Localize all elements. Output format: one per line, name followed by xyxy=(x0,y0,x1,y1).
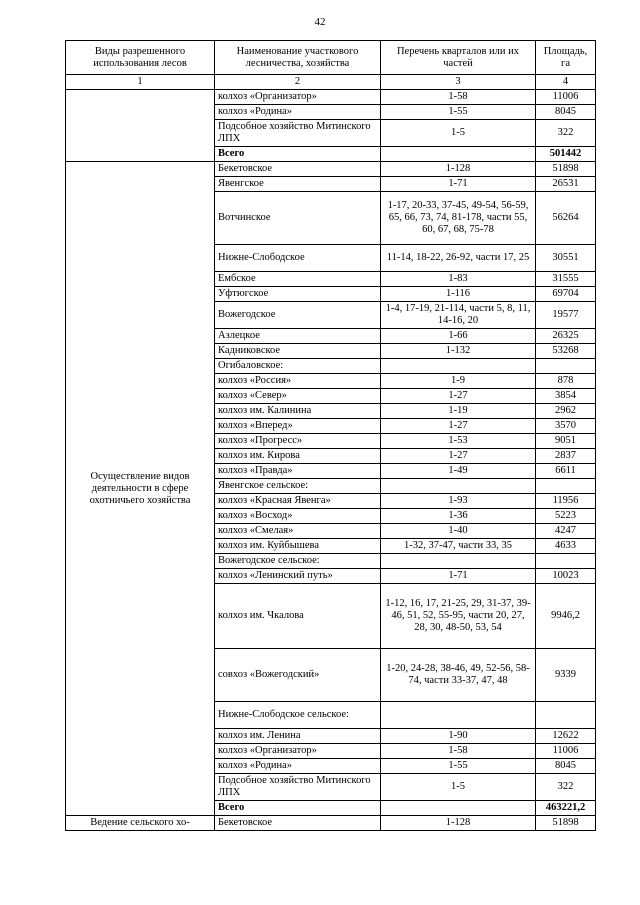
quarters-cell: 1-9 xyxy=(381,374,536,389)
name-cell: колхоз «Прогресс» xyxy=(215,434,381,449)
name-cell: Кадниковское xyxy=(215,344,381,359)
quarters-cell: 1-71 xyxy=(381,177,536,192)
group-heading: Явенгское сельское: xyxy=(215,479,381,494)
header-number: 1 xyxy=(66,75,215,90)
quarters-cell: 1-49 xyxy=(381,464,536,479)
area-cell: 56264 xyxy=(536,192,596,245)
quarters-cell: 1-71 xyxy=(381,569,536,584)
name-cell: Уфтюгское xyxy=(215,287,381,302)
header-name: Наименование участкового лесничества, хозяйства xyxy=(215,41,381,75)
area-cell: 4633 xyxy=(536,539,596,554)
area-cell: 6611 xyxy=(536,464,596,479)
header-row xyxy=(66,41,596,75)
quarters-cell: 1-55 xyxy=(381,105,536,120)
name-cell: Вожегодское xyxy=(215,302,381,329)
name-cell: колхоз «Смелая» xyxy=(215,524,381,539)
name-cell: Нижне-Слободское xyxy=(215,245,381,272)
header-usage: Виды разрешенного использования лесов xyxy=(66,41,215,75)
quarters-cell xyxy=(381,702,536,729)
name-cell: колхоз «Россия» xyxy=(215,374,381,389)
area-cell: 19577 xyxy=(536,302,596,329)
quarters-cell: 1-116 xyxy=(381,287,536,302)
area-cell: 3570 xyxy=(536,419,596,434)
quarters-cell: 1-132 xyxy=(381,344,536,359)
name-cell: Бекетовское xyxy=(215,162,381,177)
group-heading: Огибаловское: xyxy=(215,359,381,374)
quarters-cell: 1-36 xyxy=(381,509,536,524)
area-cell: 322 xyxy=(536,120,596,147)
area-cell: 11006 xyxy=(536,90,596,105)
name-cell: колхоз «Организатор» xyxy=(215,744,381,759)
quarters-cell: 1-93 xyxy=(381,494,536,509)
area-cell: 51898 xyxy=(536,816,596,831)
quarters-cell: 1-128 xyxy=(381,816,536,831)
quarters-cell: 1-55 xyxy=(381,759,536,774)
quarters-cell: 1-90 xyxy=(381,729,536,744)
area-cell: 5223 xyxy=(536,509,596,524)
name-cell: колхоз «Родина» xyxy=(215,105,381,120)
quarters-cell xyxy=(381,801,536,816)
quarters-cell xyxy=(381,479,536,494)
table-row xyxy=(66,162,596,177)
header-area: Площадь, га xyxy=(536,41,596,75)
quarters-cell: 1-53 xyxy=(381,434,536,449)
name-cell: колхоз «Ленинский путь» xyxy=(215,569,381,584)
quarters-cell: 1-27 xyxy=(381,419,536,434)
area-cell: 26531 xyxy=(536,177,596,192)
group-heading: Нижне-Слободское сельское: xyxy=(215,702,381,729)
table-row xyxy=(66,90,596,105)
quarters-cell: 1-32, 37-47, части 33, 35 xyxy=(381,539,536,554)
name-cell: колхоз им. Чкалова xyxy=(215,584,381,649)
name-cell: колхоз им. Калинина xyxy=(215,404,381,419)
quarters-cell: 11-14, 18-22, 26-92, части 17, 25 xyxy=(381,245,536,272)
quarters-cell: 1-66 xyxy=(381,329,536,344)
group-heading: Вожегодское сельское: xyxy=(215,554,381,569)
area-cell: 9051 xyxy=(536,434,596,449)
name-cell: Азлецкое xyxy=(215,329,381,344)
header-number: 4 xyxy=(536,75,596,90)
area-cell: 30551 xyxy=(536,245,596,272)
name-cell: колхоз «Север» xyxy=(215,389,381,404)
name-cell: Подсобное хозяйство Митинского ЛПХ xyxy=(215,774,381,801)
area-cell: 51898 xyxy=(536,162,596,177)
area-cell xyxy=(536,554,596,569)
total-area: 463221,2 xyxy=(536,801,596,816)
header-number: 3 xyxy=(381,75,536,90)
quarters-cell: 1-27 xyxy=(381,449,536,464)
area-cell: 69704 xyxy=(536,287,596,302)
area-cell: 11006 xyxy=(536,744,596,759)
name-cell: колхоз «Родина» xyxy=(215,759,381,774)
name-cell: Явенгское xyxy=(215,177,381,192)
quarters-cell: 1-83 xyxy=(381,272,536,287)
area-cell: 31555 xyxy=(536,272,596,287)
name-cell: Бекетовское xyxy=(215,816,381,831)
forest-use-table xyxy=(65,40,596,831)
header-number: 2 xyxy=(215,75,381,90)
header-number-row xyxy=(66,75,596,90)
table-row xyxy=(66,816,596,831)
area-cell: 2837 xyxy=(536,449,596,464)
quarters-cell: 1-5 xyxy=(381,120,536,147)
area-cell: 11956 xyxy=(536,494,596,509)
area-cell: 9339 xyxy=(536,649,596,702)
name-cell: Ембское xyxy=(215,272,381,287)
area-cell: 9946,2 xyxy=(536,584,596,649)
area-cell: 8045 xyxy=(536,759,596,774)
area-cell xyxy=(536,359,596,374)
area-cell: 8045 xyxy=(536,105,596,120)
quarters-cell: 1-5 xyxy=(381,774,536,801)
area-cell: 322 xyxy=(536,774,596,801)
name-cell: Подсобное хозяйство Митинского ЛПХ xyxy=(215,120,381,147)
usage-cell: Ведение сельского хо- xyxy=(66,816,215,831)
area-cell xyxy=(536,702,596,729)
usage-cell xyxy=(66,90,215,162)
name-cell: колхоз «Правда» xyxy=(215,464,381,479)
name-cell: колхоз им. Ленина xyxy=(215,729,381,744)
page-number: 42 xyxy=(314,16,326,28)
quarters-cell: 1-17, 20-33, 37-45, 49-54, 56-59, 65, 66, 73, 74, 81-178, части 55, 60, 67, 68, 75-78 xyxy=(381,192,536,245)
area-cell: 3854 xyxy=(536,389,596,404)
quarters-cell: 1-128 xyxy=(381,162,536,177)
quarters-cell: 1-4, 17-19, 21-114, части 5, 8, 11, 14-16, 20 xyxy=(381,302,536,329)
total-label: Всего xyxy=(215,801,381,816)
header-quarters: Перечень кварталов или их частей xyxy=(381,41,536,75)
area-cell: 878 xyxy=(536,374,596,389)
area-cell xyxy=(536,479,596,494)
name-cell: колхоз им. Кирова xyxy=(215,449,381,464)
name-cell: Вотчинское xyxy=(215,192,381,245)
area-cell: 10023 xyxy=(536,569,596,584)
quarters-cell: 1-12, 16, 17, 21-25, 29, 31-37, 39-46, 51, 52, 55-95, части 20, 27, 28, 30, 48-50, 53, 54 xyxy=(381,584,536,649)
name-cell: колхоз «Красная Явенга» xyxy=(215,494,381,509)
quarters-cell: 1-27 xyxy=(381,389,536,404)
usage-cell: Осуществление видов деятельности в сфере охотничьего хозяйства xyxy=(66,162,215,816)
area-cell: 4247 xyxy=(536,524,596,539)
area-cell: 26325 xyxy=(536,329,596,344)
name-cell: колхоз им. Куйбышева xyxy=(215,539,381,554)
quarters-cell: 1-58 xyxy=(381,744,536,759)
quarters-cell: 1-40 xyxy=(381,524,536,539)
area-cell: 2962 xyxy=(536,404,596,419)
name-cell: совхоз «Вожегодский» xyxy=(215,649,381,702)
name-cell: колхоз «Вперед» xyxy=(215,419,381,434)
area-cell: 53268 xyxy=(536,344,596,359)
total-area: 501442 xyxy=(536,147,596,162)
quarters-cell: 1-58 xyxy=(381,90,536,105)
quarters-cell xyxy=(381,554,536,569)
total-label: Всего xyxy=(215,147,381,162)
name-cell: колхоз «Организатор» xyxy=(215,90,381,105)
quarters-cell xyxy=(381,147,536,162)
area-cell: 12622 xyxy=(536,729,596,744)
quarters-cell: 1-19 xyxy=(381,404,536,419)
quarters-cell xyxy=(381,359,536,374)
quarters-cell: 1-20, 24-28, 38-46, 49, 52-56, 58-74, части 33-37, 47, 48 xyxy=(381,649,536,702)
name-cell: колхоз «Восход» xyxy=(215,509,381,524)
